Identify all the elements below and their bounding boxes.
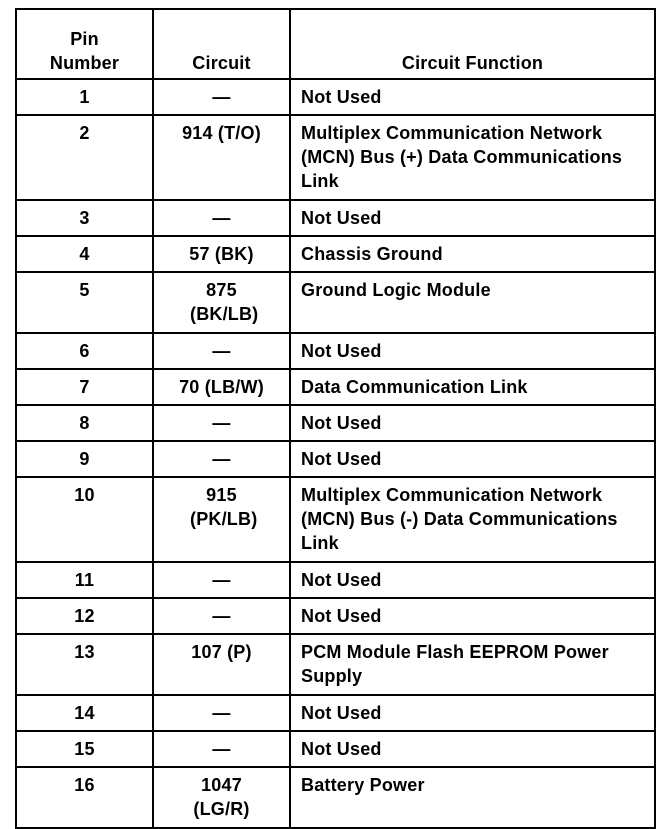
table-row bbox=[16, 115, 655, 200]
circuit-cell: — bbox=[153, 333, 290, 369]
table-row bbox=[16, 236, 655, 272]
circuit-function-cell: Not Used bbox=[290, 200, 655, 236]
circuit-function-cell: Data Communication Link bbox=[290, 369, 655, 405]
circuit-cell: 914 (T/O) bbox=[153, 115, 290, 200]
pin-number-cell: 2 bbox=[16, 115, 153, 200]
pin-number-cell: 12 bbox=[16, 598, 153, 634]
table-row bbox=[16, 598, 655, 634]
pin-table bbox=[15, 8, 656, 829]
table-row bbox=[16, 477, 655, 562]
table-row bbox=[16, 333, 655, 369]
table-row bbox=[16, 200, 655, 236]
circuit-cell: 107 (P) bbox=[153, 634, 290, 695]
circuit-function-cell: Not Used bbox=[290, 405, 655, 441]
header-row bbox=[16, 9, 655, 79]
circuit-function-cell: Not Used bbox=[290, 695, 655, 731]
circuit-cell: 1047 (LG/R) bbox=[153, 767, 290, 828]
circuit-cell: — bbox=[153, 695, 290, 731]
pin-number-cell: 3 bbox=[16, 200, 153, 236]
pin-number-cell: 1 bbox=[16, 79, 153, 115]
table-row bbox=[16, 731, 655, 767]
table-row bbox=[16, 441, 655, 477]
circuit-function-cell: Battery Power bbox=[290, 767, 655, 828]
circuit-function-cell: Not Used bbox=[290, 598, 655, 634]
pin-number-cell: 4 bbox=[16, 236, 153, 272]
circuit-cell: — bbox=[153, 441, 290, 477]
table-row bbox=[16, 634, 655, 695]
header-circuit: Circuit bbox=[153, 9, 290, 79]
circuit-function-cell: Not Used bbox=[290, 731, 655, 767]
pin-number-cell: 9 bbox=[16, 441, 153, 477]
circuit-function-cell: Not Used bbox=[290, 333, 655, 369]
circuit-function-cell: Chassis Ground bbox=[290, 236, 655, 272]
circuit-function-cell: PCM Module Flash EEPROM Power Supply bbox=[290, 634, 655, 695]
circuit-cell: 57 (BK) bbox=[153, 236, 290, 272]
circuit-cell: — bbox=[153, 405, 290, 441]
circuit-cell: 70 (LB/W) bbox=[153, 369, 290, 405]
circuit-function-cell: Not Used bbox=[290, 562, 655, 598]
pin-number-cell: 6 bbox=[16, 333, 153, 369]
table-row bbox=[16, 695, 655, 731]
table-row bbox=[16, 79, 655, 115]
pin-number-cell: 8 bbox=[16, 405, 153, 441]
pin-number-cell: 10 bbox=[16, 477, 153, 562]
circuit-function-cell: Multiplex Communication Network (MCN) Bus (+) Data Communications Link bbox=[290, 115, 655, 200]
circuit-function-cell: Not Used bbox=[290, 79, 655, 115]
table-row bbox=[16, 272, 655, 333]
circuit-cell: — bbox=[153, 598, 290, 634]
pin-number-cell: 16 bbox=[16, 767, 153, 828]
pin-number-cell: 5 bbox=[16, 272, 153, 333]
header-pin-number: Pin Number bbox=[16, 9, 153, 79]
pin-number-cell: 7 bbox=[16, 369, 153, 405]
circuit-cell: — bbox=[153, 79, 290, 115]
circuit-cell: — bbox=[153, 200, 290, 236]
pin-number-cell: 15 bbox=[16, 731, 153, 767]
circuit-function-cell: Not Used bbox=[290, 441, 655, 477]
circuit-cell: — bbox=[153, 731, 290, 767]
table-row bbox=[16, 405, 655, 441]
circuit-cell: — bbox=[153, 562, 290, 598]
pin-number-cell: 14 bbox=[16, 695, 153, 731]
table-row bbox=[16, 369, 655, 405]
table-row bbox=[16, 767, 655, 828]
circuit-function-cell: Ground Logic Module bbox=[290, 272, 655, 333]
header-circuit-function: Circuit Function bbox=[290, 9, 655, 79]
circuit-cell: 875 (BK/LB) bbox=[153, 272, 290, 333]
table-row bbox=[16, 562, 655, 598]
circuit-function-cell: Multiplex Communication Network (MCN) Bus (-) Data Communications Link bbox=[290, 477, 655, 562]
circuit-cell: 915 (PK/LB) bbox=[153, 477, 290, 562]
pin-number-cell: 11 bbox=[16, 562, 153, 598]
pin-number-cell: 13 bbox=[16, 634, 153, 695]
